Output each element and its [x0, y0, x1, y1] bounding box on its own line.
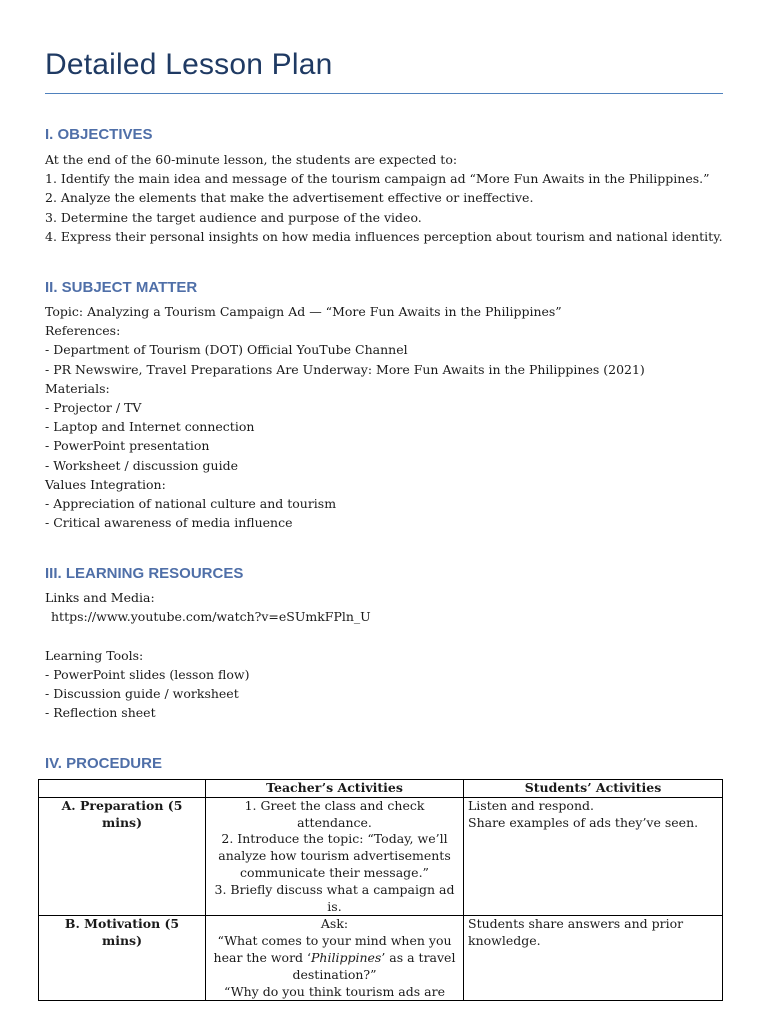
column-header-students: Students’ Activities	[464, 780, 723, 798]
material-item: - Worksheet / discussion guide	[45, 457, 239, 473]
teacher-activities-cell	[206, 916, 464, 1001]
objective-item: 2. Analyze the elements that make the advertisement effective or ineffective.	[45, 190, 534, 206]
teacher-step: 1. Greet the class and check attendance.	[244, 797, 425, 830]
value-item: - Appreciation of national culture and tourism	[45, 496, 337, 512]
tool-item: - Discussion guide / worksheet	[45, 686, 239, 701]
reference-item: - PR Newswire, Travel Preparations Are Underway: More Fun Awaits in the Philippines (2021)	[45, 361, 645, 377]
procedure-heading: IV. PROCEDURE	[45, 755, 162, 772]
student-activities-cell	[464, 797, 723, 916]
learning-resources-heading: III. LEARNING RESOURCES	[45, 565, 244, 582]
procedure-table	[38, 779, 723, 1001]
materials-label: Materials:	[45, 380, 110, 396]
question-text: ’ as a travel destination?”	[292, 949, 456, 982]
links-label: Links and Media:	[45, 590, 155, 605]
material-item: - Laptop and Internet connection	[45, 419, 255, 435]
phase-cell: B. Motivation (5 mins)	[39, 916, 206, 1001]
column-header-teacher: Teacher’s Activities	[206, 780, 464, 798]
topic-line: Topic: Analyzing a Tourism Campaign Ad — “More Fun Awaits in the Philippines”	[45, 304, 562, 319]
subject-matter-section	[45, 302, 735, 532]
phase-cell: A. Preparation (5 mins)	[39, 797, 206, 916]
tool-item: - PowerPoint slides (lesson flow)	[45, 666, 250, 682]
objectives-intro: At the end of the 60-minute lesson, the students are expected to:	[45, 152, 458, 167]
table-row	[39, 916, 723, 1001]
teacher-step: 2. Introduce the topic: “Today, we’ll analyze how tourism advertisements communicate their message.”	[218, 831, 451, 880]
teacher-activities-cell	[206, 797, 464, 916]
objectives-heading: I. OBJECTIVES	[45, 126, 153, 143]
teacher-question	[210, 933, 459, 983]
learning-resources-section	[45, 588, 735, 722]
material-item: - PowerPoint presentation	[45, 438, 210, 454]
objective-item: 3. Determine the target audience and purpose of the video.	[45, 209, 422, 225]
spacer	[45, 626, 735, 645]
video-link[interactable]: https://www.youtube.com/watch?v=eSUmkFPln_U	[51, 609, 371, 625]
objectives-section	[45, 150, 735, 246]
document-title: Detailed Lesson Plan	[45, 48, 333, 81]
student-step: Listen and respond.	[468, 797, 594, 813]
tools-label: Learning Tools:	[45, 647, 144, 663]
material-item: - Projector / TV	[45, 400, 142, 416]
student-step: Share examples of ads they’ve seen.	[468, 814, 699, 830]
reference-item: - Department of Tourism (DOT) Official YouTube Channel	[45, 342, 408, 358]
subject-matter-heading: II. SUBJECT MATTER	[45, 279, 198, 296]
values-label: Values Integration:	[45, 476, 166, 492]
column-header-phase	[39, 780, 206, 798]
table-row	[39, 797, 723, 916]
objective-item: 4. Express their personal insights on how media influences perception about tourism and national identity.	[45, 228, 723, 244]
teacher-ask-label: Ask:	[320, 916, 349, 932]
references-label: References:	[45, 323, 121, 339]
teacher-question: “Why do you think tourism ads are	[224, 983, 445, 999]
question-text: “What comes to your mind when you hear the word ‘	[213, 933, 452, 965]
value-item: - Critical awareness of media influence	[45, 515, 293, 531]
emphasized-word: Philippines	[311, 949, 382, 965]
student-activities-cell	[464, 916, 723, 1001]
student-step: Students share answers and prior knowledge.	[468, 916, 684, 949]
tool-item: - Reflection sheet	[45, 705, 156, 721]
title-divider	[45, 93, 723, 94]
teacher-step: 3. Briefly discuss what a campaign ad is.	[214, 881, 455, 914]
objective-item: 1. Identify the main idea and message of the tourism campaign ad “More Fun Awaits in the Philippines.”	[45, 171, 710, 187]
table-header-row	[39, 780, 723, 798]
